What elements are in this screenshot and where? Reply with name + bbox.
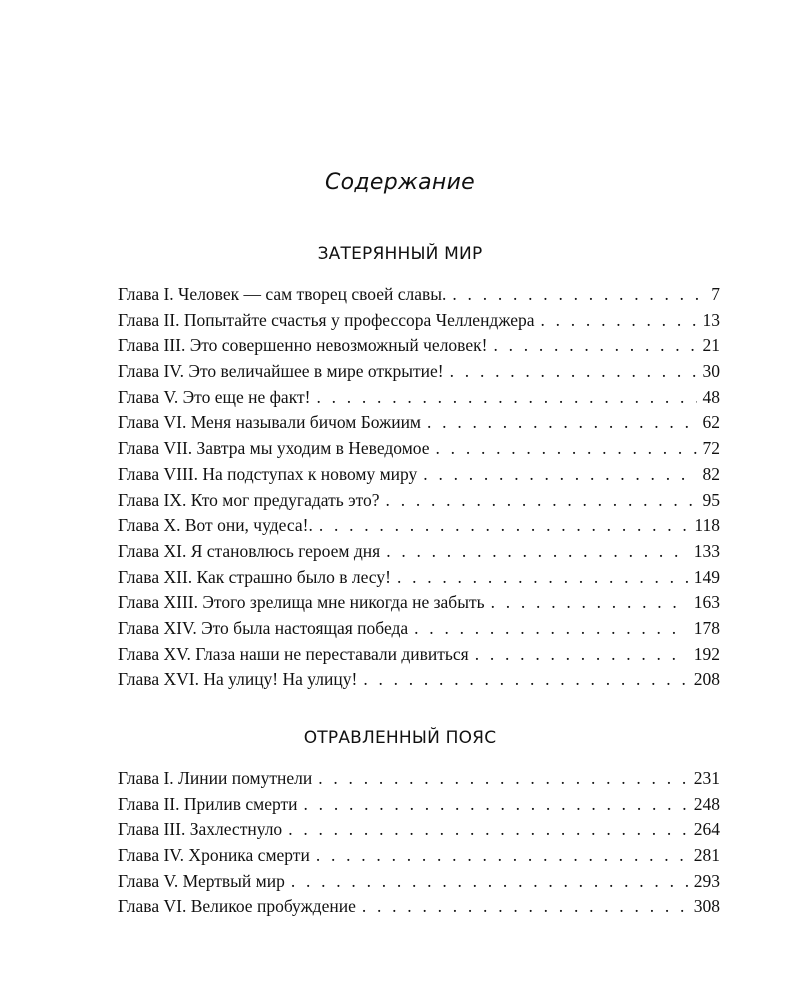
dot-leader bbox=[291, 871, 688, 892]
dot-leader bbox=[318, 768, 688, 789]
dot-leader bbox=[414, 618, 688, 639]
toc-entry[interactable] bbox=[118, 768, 720, 794]
toc-entry-page-number: 163 bbox=[693, 592, 720, 613]
toc-entry-page-number: 248 bbox=[693, 793, 720, 814]
toc-entry-page-number: 62 bbox=[702, 412, 720, 433]
toc-entry-page-number: 308 bbox=[693, 896, 720, 917]
toc-entry[interactable] bbox=[118, 464, 720, 490]
page-title: Содержание bbox=[324, 170, 476, 195]
toc-entry-title: Глава VI. Меня называли бичом Божиим bbox=[118, 412, 422, 433]
toc-entry-page-number: 293 bbox=[693, 870, 720, 891]
toc-entry[interactable] bbox=[118, 896, 720, 922]
dot-leader bbox=[427, 412, 696, 433]
toc-list-lost-world bbox=[118, 284, 720, 695]
dot-leader bbox=[493, 335, 696, 356]
toc-entry[interactable] bbox=[118, 515, 720, 541]
toc-entry-title: Глава XIV. Это была настоящая победа bbox=[118, 617, 409, 638]
dot-leader bbox=[540, 310, 696, 331]
toc-entry-title: Глава XII. Как страшно было в лесу! bbox=[118, 566, 391, 587]
toc-entry-title: Глава II. Прилив смерти bbox=[118, 793, 298, 814]
toc-entry[interactable] bbox=[118, 310, 720, 336]
dot-leader bbox=[423, 464, 696, 485]
toc-entry[interactable] bbox=[118, 618, 720, 644]
toc-entry-page-number: 208 bbox=[693, 669, 720, 690]
toc-entry[interactable] bbox=[118, 361, 720, 387]
toc-entry-page-number: 281 bbox=[693, 845, 720, 866]
toc-entry-title: Глава III. Захлестнуло bbox=[118, 819, 283, 840]
dot-leader bbox=[288, 819, 688, 840]
toc-entry-title: Глава IV. Это величайшее в мире открытие! bbox=[118, 361, 444, 382]
toc-entry[interactable] bbox=[118, 490, 720, 516]
dot-leader bbox=[386, 490, 697, 511]
toc-entry-page-number: 82 bbox=[702, 463, 720, 484]
toc-entry-title: Глава I. Линии помутнели bbox=[118, 768, 313, 788]
dot-leader bbox=[319, 515, 689, 536]
dot-leader bbox=[450, 361, 697, 382]
toc-entry-page-number: 178 bbox=[693, 617, 720, 638]
toc-entry-title: Глава X. Вот они, чудеса!. bbox=[118, 515, 313, 536]
toc-entry[interactable] bbox=[118, 644, 720, 670]
toc-entry[interactable] bbox=[118, 284, 720, 310]
toc-entry-title: Глава VII. Завтра мы уходим в Неведомое bbox=[118, 438, 430, 459]
toc-entry[interactable] bbox=[118, 541, 720, 567]
toc-entry-page-number: 264 bbox=[693, 819, 720, 840]
toc-entry[interactable] bbox=[118, 669, 720, 695]
toc-entry-title: Глава II. Попытайте счастья у профессора Челленджера bbox=[118, 309, 535, 330]
toc-entry-page-number: 13 bbox=[702, 309, 720, 330]
toc-entry-page-number: 72 bbox=[702, 438, 720, 459]
toc-entry-title: Глава XV. Глаза наши не переставали дивиться bbox=[118, 643, 469, 664]
toc-entry-page-number: 149 bbox=[693, 566, 720, 587]
toc-entry[interactable] bbox=[118, 819, 720, 845]
toc-entry[interactable] bbox=[118, 438, 720, 464]
toc-entry-title: Глава I. Человек — сам творец своей славы. bbox=[118, 284, 447, 304]
dot-leader bbox=[316, 387, 696, 408]
toc-entry-page-number: 95 bbox=[702, 489, 720, 510]
toc-entry-title: Глава XVI. На улицу! На улицу! bbox=[118, 669, 358, 690]
toc-entry-page-number: 231 bbox=[693, 768, 720, 788]
dot-leader bbox=[452, 284, 702, 305]
toc-entry[interactable] bbox=[118, 845, 720, 871]
toc-entry[interactable] bbox=[118, 412, 720, 438]
toc-entry-page-number: 118 bbox=[694, 515, 720, 536]
toc-entry-page-number: 7 bbox=[711, 284, 720, 304]
toc-entry[interactable] bbox=[118, 871, 720, 897]
dot-leader bbox=[436, 438, 697, 459]
toc-entry[interactable] bbox=[118, 592, 720, 618]
toc-entry-title: Глава IX. Кто мог предугадать это? bbox=[118, 489, 380, 510]
dot-leader bbox=[397, 567, 688, 588]
dot-leader bbox=[363, 669, 687, 690]
dot-leader bbox=[475, 644, 688, 665]
toc-entry-title: Глава III. Это совершенно невозможный человек! bbox=[118, 335, 488, 356]
toc-entry-title: Глава V. Это еще не факт! bbox=[118, 386, 311, 407]
toc-entry-page-number: 48 bbox=[702, 386, 720, 407]
dot-leader bbox=[304, 794, 688, 815]
dot-leader bbox=[316, 845, 688, 866]
toc-entry-title: Глава IV. Хроника смерти bbox=[118, 845, 310, 866]
section-heading-poison-belt: ОТРАВЛЕННЫЙ ПОЯС bbox=[303, 728, 497, 748]
toc-entry[interactable] bbox=[118, 335, 720, 361]
toc-entry-page-number: 21 bbox=[702, 335, 720, 356]
toc-entry[interactable] bbox=[118, 567, 720, 593]
dot-leader bbox=[491, 592, 688, 613]
toc-entry-title: Глава XIII. Этого зрелища мне никогда не забыть bbox=[118, 592, 485, 613]
section-heading-lost-world: ЗАТЕРЯННЫЙ МИР bbox=[317, 244, 483, 264]
toc-entry[interactable] bbox=[118, 794, 720, 820]
toc-entry-title: Глава VI. Великое пробуждение bbox=[118, 896, 356, 917]
dot-leader bbox=[362, 896, 688, 917]
toc-entry-page-number: 30 bbox=[702, 361, 720, 382]
toc-entry-title: Глава V. Мертвый мир bbox=[118, 870, 285, 891]
toc-entry[interactable] bbox=[118, 387, 720, 413]
toc-entry-title: Глава VIII. На подступах к новому миру bbox=[118, 463, 418, 484]
dot-leader bbox=[386, 541, 688, 562]
toc-entry-title: Глава XI. Я становлюсь героем дня bbox=[118, 540, 381, 561]
toc-entry-page-number: 192 bbox=[693, 643, 720, 664]
toc-entry-page-number: 133 bbox=[693, 540, 720, 561]
toc-list-poison-belt bbox=[118, 768, 720, 922]
